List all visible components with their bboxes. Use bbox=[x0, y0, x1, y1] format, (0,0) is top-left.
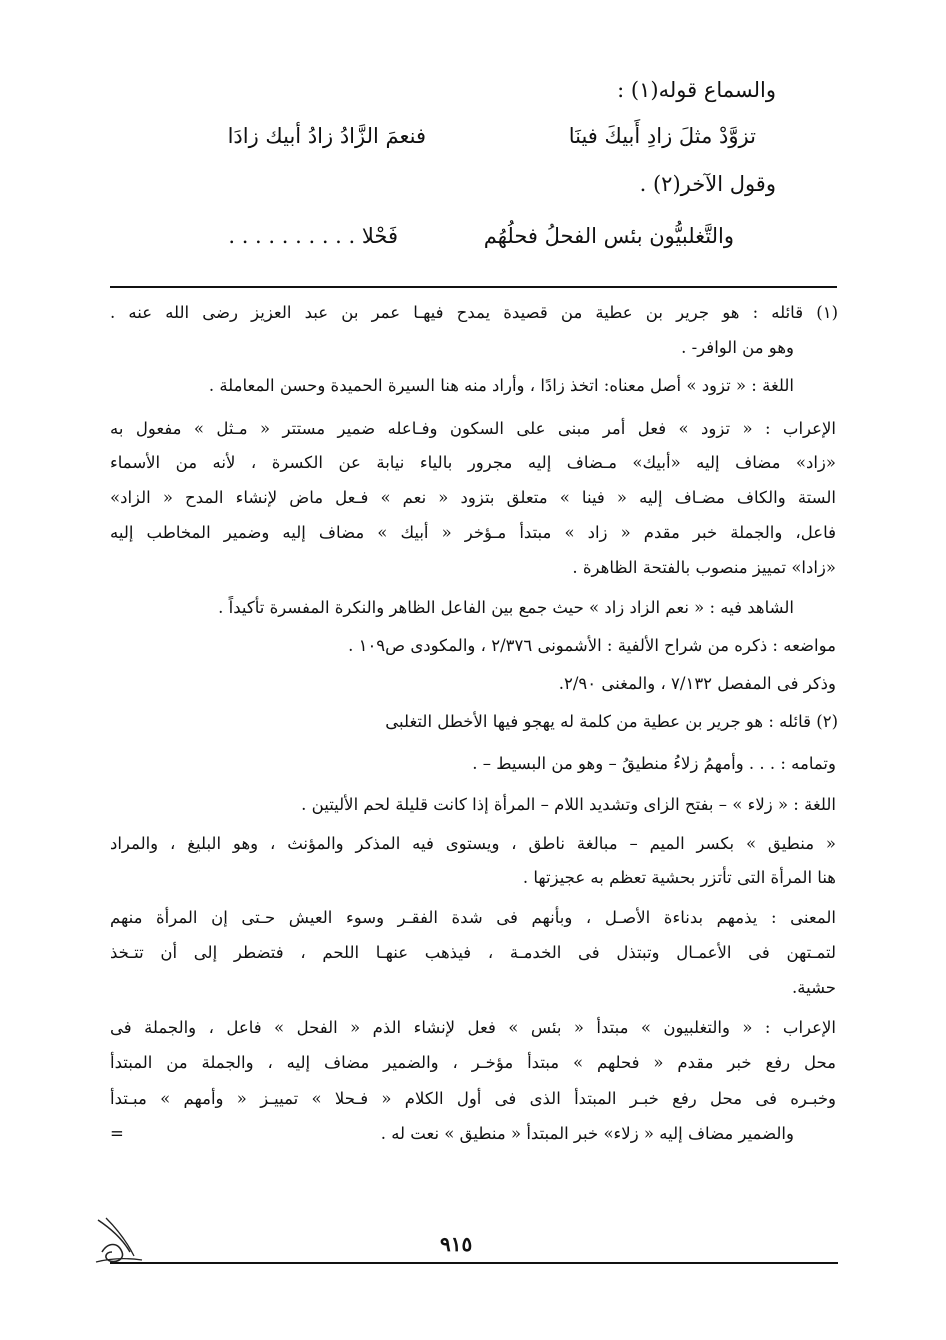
note2-line-8: حشية. bbox=[792, 978, 836, 997]
page-number: ٩١٥ bbox=[440, 1232, 473, 1256]
note1-line-2: وهو من الوافر- . bbox=[681, 338, 794, 357]
note2-line-9: الإعراب : « والتغلبيون » مبتدأ « بئس » فعل لإنشاء الذم « الفحل » فاعل ، والجملة فى bbox=[110, 1018, 836, 1037]
verse1-first-hemistich: تزوَّدْ مثلَ زادِ أَبيكَ فينَا bbox=[568, 124, 756, 148]
note1-line-11: وذكر فى المفصل ٧/١٣٢ ، والمغنى ٢/٩٠. bbox=[558, 674, 836, 693]
note2-line-4: « منطيق » بكسر الميم – مبالغة ناطق ، ويستوى فيه المذكر والمؤنث ، وهو البليغ ، والمراد bbox=[110, 834, 836, 853]
note2-line-3: اللغة : « زلاء » – بفتح الزاى وتشديد اللام – المرأة إذا كانت قليلة لحم الأليتين . bbox=[301, 795, 836, 814]
pen-flourish-icon bbox=[92, 1212, 144, 1268]
note1-line-9: الشاهد فيه : « نعم الزاد زاد » حيث جمع بين الفاعل الظاهر والنكرة المفسرة تأكيداً . bbox=[218, 598, 794, 617]
note1-line-3: اللغة : « تزود » أصل معناه: اتخذ زادًا ، وأراد منه هنا السيرة الحميدة وحسن المعاملة . bbox=[208, 376, 794, 395]
note1-line-5: «زاد» مضاف إليه «أبيك» مـضاف إليه مجرور بالياء نيابة عن الكسرة ، لأنه من الأسماء bbox=[110, 453, 836, 472]
note2-line-7: لتمـتهن فى الأعمـال وتبتذل فى الخدمـة ، فيذهب عنهـا اللحم ، فتضطر إلى أن تتـخذ bbox=[110, 943, 836, 962]
note2-line-6: المعنى : يذمهم بدناءة الأصـل ، وبأنهم فى شدة الفقـر وسوء العيش حـتى إن المرأة منهم bbox=[110, 908, 836, 927]
second-intro-line: وقول الآخر(٢) . bbox=[639, 172, 776, 196]
continuation-mark: = bbox=[110, 1124, 124, 1143]
note2-line-5: هنا المرأة التى تأتزر بحشية تعظم به عجيزتها . bbox=[522, 868, 836, 887]
footnote-separator bbox=[110, 286, 837, 288]
intro-line: والسماع قوله(١) : bbox=[617, 78, 776, 102]
verse2-first-hemistich: والتَّغلبيُّون بئس الفحلُ فحلُهُم bbox=[483, 224, 734, 248]
note1-line-4: الإعراب : « تزود » فعل أمر مبنى على السكون وفـاعله ضمير مستتر « مـثل » مفعول به bbox=[110, 419, 836, 438]
note1-line-7: فاعل، والجملة خبر مقدم « زاد » مبتدأ مـؤخر « أبيك » مضاف إليه وضمير المخاطب إليه bbox=[110, 523, 836, 542]
note1-line-6: الستة والكاف مضـاف إليه « فينا » متعلق بتزود « نعم » فـعل ماض لإنشاء المدح « الزاد» bbox=[110, 488, 836, 507]
note1-line-10: مواضعه : ذكره من شراح الألفية : الأشمونى ٢/٣٧٦ ، والمكودى ص١٠٩ . bbox=[348, 636, 836, 655]
note2-line-11: وخبـره فى محل رفع خبـر المبتدأ الذى فى أول الكلام « فـحلا » تمييـز « وأمهم » مبـتدأ bbox=[110, 1089, 836, 1108]
note2-line-12: والضمير مضاف إليه « زلاء» خبر المبتدأ « منطيق » نعت له . bbox=[380, 1124, 794, 1143]
verse1-second-hemistich: فنعمَ الزَّادُ زادُ أبيك زادَا bbox=[227, 124, 426, 148]
note2-line-10: محل رفع خبر مقدم « فحلهم » مبتدأ مؤخـر ، والضمير مضاف إليه ، والجملة من المبتدأ bbox=[110, 1053, 836, 1072]
note1-line-1: (١) قائله : هو جرير بن عطية من قصيدة يمدح فيهـا عمر بن عبد العزيز رضى الله عنه . bbox=[110, 303, 838, 322]
footer-rule bbox=[110, 1262, 838, 1264]
verse2-second-hemistich: فَحْلا . . . . . . . . . . bbox=[228, 224, 398, 248]
note2-line-2: وتمامه : . . . وأمهمُ زلاءُ منطيقُ – وهو من البسيط – . bbox=[472, 754, 836, 773]
note1-line-8: «زادا» تمييز منصوب بالفتحة الظاهرة . bbox=[572, 558, 836, 577]
note2-line-1: (٢) قائله : هو جرير بن عطية من كلمة له يهجو فيها الأخطل التغلبى bbox=[385, 712, 838, 731]
